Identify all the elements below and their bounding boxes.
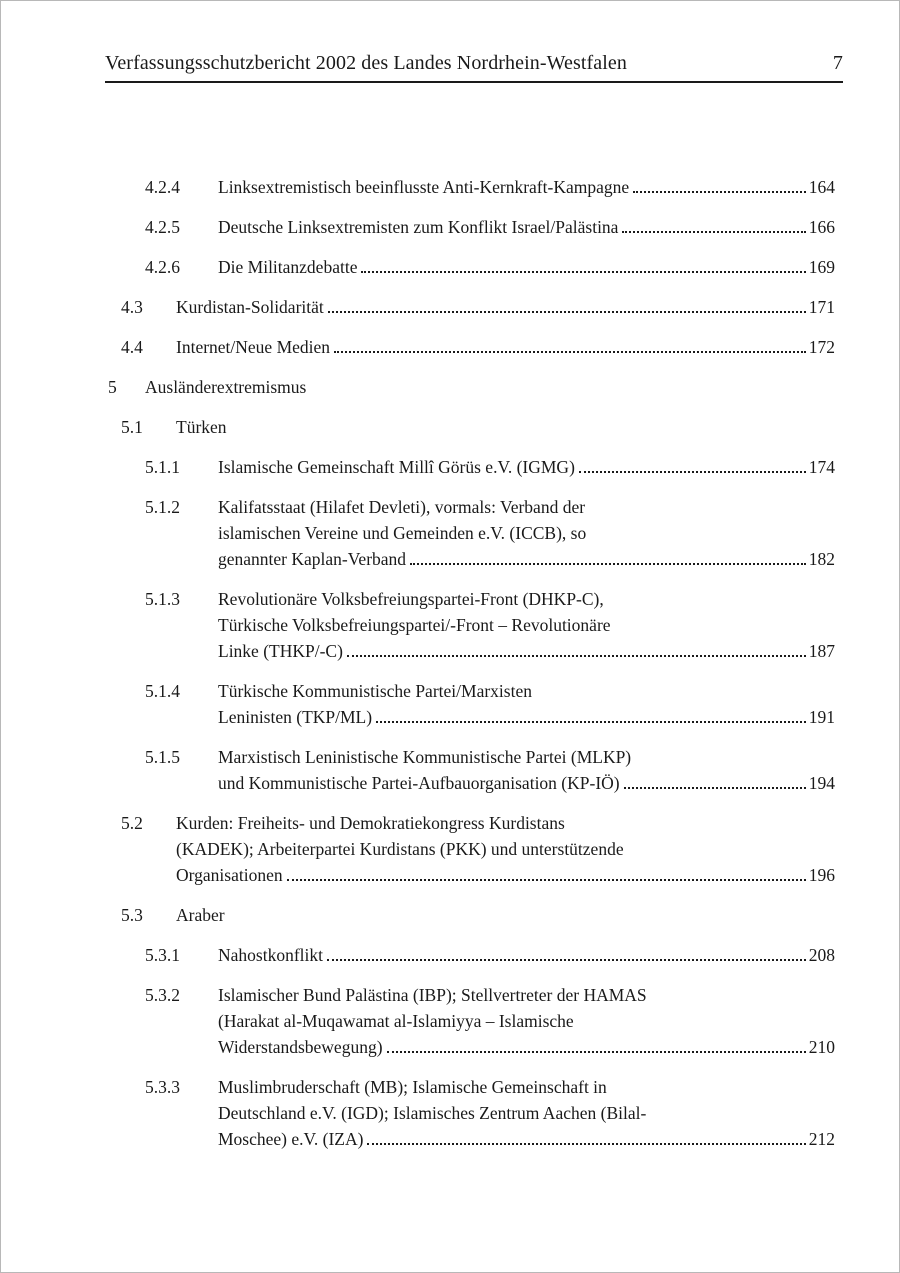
toc-entry-number: 5.1.5 — [145, 747, 180, 767]
toc-entry-line — [218, 982, 835, 1008]
toc-entry-title: genannter Kaplan-Verband — [218, 549, 407, 569]
toc-entry-title: Islamischer Bund Palästina (IBP); Stellvertreter der HAMAS — [218, 985, 647, 1005]
toc-entry — [108, 586, 835, 664]
toc-entry-line — [218, 254, 835, 280]
toc-entry-title: Widerstandsbewegung) — [218, 1037, 383, 1057]
toc-entry-page: 174 — [808, 457, 835, 477]
toc-entry-title: Moschee) e.V. (IZA) — [218, 1129, 364, 1149]
toc-entry-number: 5.1 — [121, 417, 143, 437]
toc-entry — [108, 214, 835, 240]
toc-entry-body — [176, 294, 835, 320]
dot-leader — [327, 959, 806, 961]
toc-entry-title: Nahostkonflikt — [218, 945, 323, 965]
toc-entry-title: Kurden: Freiheits- und Demokratiekongress Kurdistans — [176, 813, 565, 833]
toc-entry-title: Deutsche Linksextremisten zum Konflikt Israel/Palästina — [218, 217, 619, 237]
toc-entry-number: 5.3.3 — [145, 1077, 180, 1097]
toc-entry-line — [176, 836, 835, 862]
toc-entry-body — [218, 494, 835, 572]
toc-entry-line — [176, 810, 835, 836]
toc-entry-body — [176, 902, 835, 928]
toc-entry-title: Linksextremistisch beeinflusste Anti-Kernkraft-Kampagne — [218, 177, 630, 197]
toc-entry-line — [176, 902, 835, 928]
toc-entry-number: 5.3.2 — [145, 985, 180, 1005]
toc-entry-page: 171 — [808, 297, 835, 317]
toc-entry-body — [176, 414, 835, 440]
dot-leader — [367, 1143, 805, 1145]
toc-entry-line — [145, 374, 835, 400]
toc-entry-line — [218, 744, 835, 770]
toc-entry-line — [218, 942, 835, 968]
toc-entry-number: 5 — [108, 377, 117, 397]
toc-entry-number: 5.1.1 — [145, 457, 180, 477]
toc-entry-number: 5.1.4 — [145, 681, 180, 701]
toc-entry-line — [176, 334, 835, 360]
toc-entry-title: (Harakat al-Muqawamat al-Islamiyya – Islamische — [218, 1011, 574, 1031]
toc-entry-title: Muslimbruderschaft (MB); Islamische Gemeinschaft in — [218, 1077, 607, 1097]
toc-entry — [108, 454, 835, 480]
toc-entry-page: 212 — [808, 1129, 835, 1149]
toc-entry-body — [218, 254, 835, 280]
toc-entry — [108, 982, 835, 1060]
toc-entry-page: 182 — [808, 549, 835, 569]
page-number: 7 — [832, 52, 843, 74]
toc-entry-page: 191 — [808, 707, 835, 727]
toc-entry — [108, 678, 835, 730]
toc-entry-title: Die Militanzdebatte — [218, 257, 358, 277]
toc-entry — [108, 494, 835, 572]
toc-entry-line — [218, 454, 835, 480]
toc-entry-line — [218, 520, 835, 546]
toc-entry-number: 5.3 — [121, 905, 143, 925]
toc-entry — [108, 744, 835, 796]
toc-entry-title: islamischen Vereine und Gemeinden e.V. (ICCB), so — [218, 523, 587, 543]
toc-entry-title: Linke (THKP/-C) — [218, 641, 343, 661]
toc-entry-title: Araber — [176, 905, 225, 925]
toc-entry-title: Kalifatsstaat (Hilafet Devleti), vormals: Verband der — [218, 497, 586, 517]
toc-entry-body — [218, 744, 835, 796]
toc-entry-body — [176, 334, 835, 360]
dot-leader — [334, 351, 806, 353]
toc-entry-line — [218, 770, 835, 796]
toc-entry-title: Türkische Volksbefreiungspartei/-Front – Revolutionäre — [218, 615, 611, 635]
toc-entry-number: 5.1.3 — [145, 589, 180, 609]
toc-entry — [108, 254, 835, 280]
toc-entry-title: Organisationen — [176, 865, 283, 885]
toc-entry-line — [218, 704, 835, 730]
toc-entry-title: (KADEK); Arbeiterpartei Kurdistans (PKK) und unterstützende — [176, 839, 624, 859]
toc-entry — [108, 414, 835, 440]
toc-entry-line — [218, 586, 835, 612]
toc-entry-page: 196 — [808, 865, 835, 885]
toc-entry-body — [218, 1074, 835, 1152]
dot-leader — [579, 471, 806, 473]
toc-entry-body — [218, 454, 835, 480]
dot-leader — [347, 655, 806, 657]
toc-entry-title: Türken — [176, 417, 227, 437]
toc-entry-number: 4.2.5 — [145, 217, 180, 237]
page-header — [105, 52, 843, 83]
toc-entry — [108, 174, 835, 200]
toc-entry-title: Internet/Neue Medien — [176, 337, 331, 357]
toc-entry-line — [218, 1034, 835, 1060]
toc-entry-body — [218, 942, 835, 968]
toc-entry-line — [218, 546, 835, 572]
toc-entry — [108, 1074, 835, 1152]
dot-leader — [624, 787, 806, 789]
toc-entry-title: Marxistisch Leninistische Kommunistische Partei (MLKP) — [218, 747, 632, 767]
toc-entry-title: und Kommunistische Partei-Aufbauorganisation (KP-IÖ) — [218, 773, 620, 793]
dot-leader — [633, 191, 806, 193]
dot-leader — [387, 1051, 806, 1053]
toc-entry-line — [218, 1074, 835, 1100]
toc-entry-line — [218, 1008, 835, 1034]
toc-entry — [108, 334, 835, 360]
toc-entry-page: 208 — [808, 945, 835, 965]
toc-entry-line — [176, 414, 835, 440]
toc-entry-page: 166 — [808, 217, 835, 237]
toc-entry-line — [218, 214, 835, 240]
toc-entry-title: Revolutionäre Volksbefreiungspartei-Front (DHKP-C), — [218, 589, 604, 609]
toc-entry-body — [176, 810, 835, 888]
toc-entry-page: 210 — [808, 1037, 835, 1057]
dot-leader — [328, 311, 806, 313]
toc-entry-line — [218, 638, 835, 664]
toc-entry-line — [218, 1100, 835, 1126]
toc-entry — [108, 902, 835, 928]
toc-entry-line — [176, 294, 835, 320]
toc-entry-number: 5.1.2 — [145, 497, 180, 517]
toc-entry-number: 5.2 — [121, 813, 143, 833]
toc-entry-number: 5.3.1 — [145, 945, 180, 965]
toc-entry-title: Deutschland e.V. (IGD); Islamisches Zentrum Aachen (Bilal- — [218, 1103, 647, 1123]
dot-leader — [361, 271, 805, 273]
table-of-contents — [108, 174, 835, 1166]
dot-leader — [287, 879, 806, 881]
toc-entry-title: Leninisten (TKP/ML) — [218, 707, 373, 727]
toc-entry-line — [218, 1126, 835, 1152]
toc-entry — [108, 294, 835, 320]
toc-entry-body — [218, 982, 835, 1060]
toc-entry — [108, 942, 835, 968]
dot-leader — [376, 721, 806, 723]
toc-entry-title: Islamische Gemeinschaft Millî Görüs e.V. (IGMG) — [218, 457, 575, 477]
toc-entry-body — [218, 678, 835, 730]
toc-entry-title: Kurdistan-Solidarität — [176, 297, 324, 317]
toc-entry-body — [218, 586, 835, 664]
toc-entry-page: 172 — [808, 337, 835, 357]
toc-entry-body — [145, 374, 835, 400]
dot-leader — [622, 231, 805, 233]
running-header-title: Verfassungsschutzbericht 2002 des Landes Nordrhein-Westfalen — [105, 52, 628, 74]
toc-entry-body — [218, 214, 835, 240]
toc-entry-line — [218, 494, 835, 520]
toc-entry-number: 4.2.4 — [145, 177, 180, 197]
toc-entry-page: 187 — [808, 641, 835, 661]
toc-entry-body — [218, 174, 835, 200]
toc-entry-page: 194 — [808, 773, 835, 793]
toc-entry-number: 4.3 — [121, 297, 143, 317]
toc-entry-line — [218, 678, 835, 704]
toc-entry — [108, 810, 835, 888]
toc-entry-number: 4.2.6 — [145, 257, 180, 277]
toc-entry-title: Türkische Kommunistische Partei/Marxisten — [218, 681, 532, 701]
toc-entry-line — [176, 862, 835, 888]
toc-entry-number: 4.4 — [121, 337, 143, 357]
toc-entry — [108, 374, 835, 400]
toc-entry-line — [218, 174, 835, 200]
toc-entry-title: Ausländerextremismus — [145, 377, 307, 397]
toc-entry-page: 169 — [808, 257, 835, 277]
toc-entry-line — [218, 612, 835, 638]
dot-leader — [410, 563, 806, 565]
toc-entry-page: 164 — [808, 177, 835, 197]
